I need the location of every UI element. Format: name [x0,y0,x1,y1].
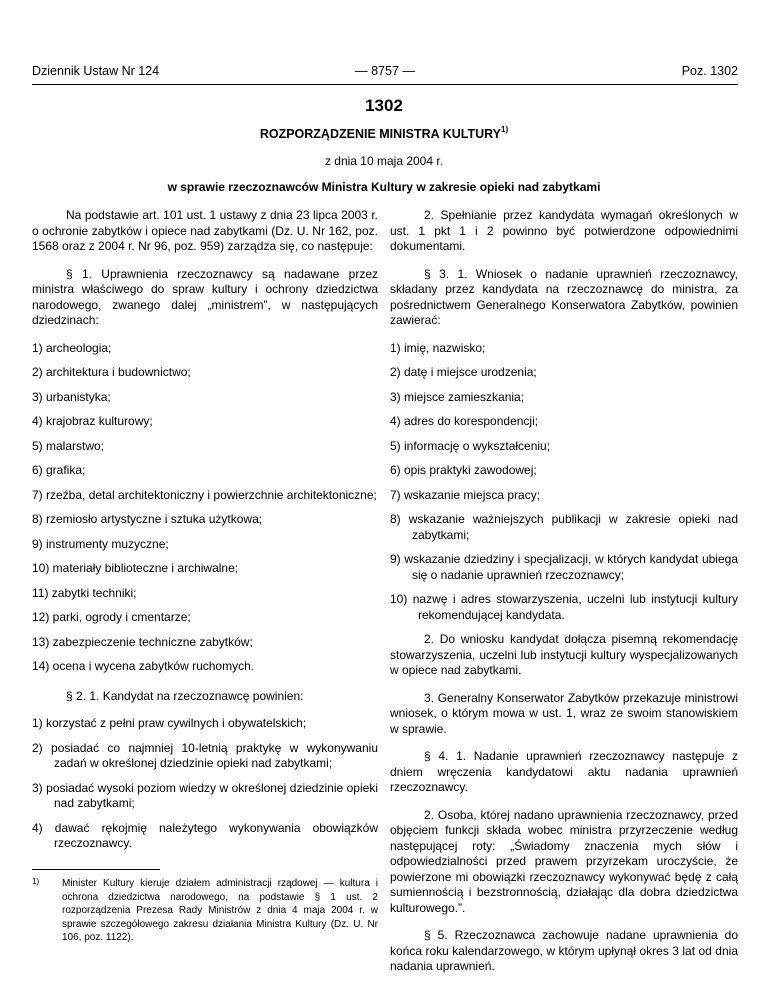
list-item: 1) korzystać z pełni praw cywilnych i obywatelskich; [32,716,307,730]
list-item: 7) wskazanie miejsca pracy; [390,487,541,502]
position-number: Poz. 1302 [681,64,738,78]
section-4: § 4. 1. Nadanie uprawnień rzeczoznawcy następuje z dniem wręczenia kandydatowi aktu nadania uprawnień rzeczoznawcy. [390,749,738,794]
list-item: 9) wskazanie dziedziny i specjalizacji, w których kandydat ubiega się o nadanie uprawnień rzeczoznawcy; [390,552,738,582]
list-item: 3) miejsce zamieszkania; [390,389,525,404]
list-item: 4) dawać rękojmię należytego wykonywania obowiązków rzeczoznawcy. [32,820,378,850]
list-item: 1) archeologia; [32,340,112,355]
list-item: 6) grafika; [32,463,86,477]
list-item: 9) instrumenty muzyczne; [32,536,169,551]
footnote-text: Minister Kultury kieruje działem administracji rządowej — kultura i ochrona dziedzictwa narodowego, na podstawie § 1 ust. 2 rozporządzenia Prezesa Rady Ministrów z dnia 4 maja 2004 r. w sprawie szczegółowego zakresu działania Ministra Kultury (Dz. U. Nr 106, poz. 1122). [62,878,378,943]
section-2-paragraph-2: 2. Spełnianie przez kandydata wymagań określonych w ust. 1 pkt 1 i 2 powinno być potwierdzone odpowiednimi dokumentami. [390,208,738,253]
list-item: 5) informację o wykształceniu; [390,438,551,453]
list-item: 4) krajobraz kulturowy; [32,414,153,428]
list-item: 10) materiały biblioteczne i archiwalne; [32,561,239,575]
list-item: 7) rzeźba, detal architektoniczny i powierzchnie architektoniczne; [32,487,377,502]
list-item: 13) zabezpieczenie techniczne zabytków; [32,634,253,649]
act-title-text: ROZPORZĄDZENIE MINISTRA KULTURY [259,127,502,141]
section-1: § 1. Uprawnienia rzeczoznawcy są nadawane przez ministra właściwego do spraw kultury i ochrony dziedzictwa narodowego, zwanego dalej „ministrem”, w następujących dziedzinach: [32,266,378,327]
header-divider [32,84,738,85]
section-1-list [32,341,378,675]
page-header [32,64,738,82]
list-item: 12) parki, ogrody i cmentarze; [32,610,191,624]
left-column [32,208,378,861]
page-number: — 8757 — [355,64,415,78]
section-5: § 5. Rzeczoznawca zachowuje nadane uprawnienia do końca roku kalendarzowego, w którym upłynął okres 3 lat od dnia nadania uprawnień. [390,928,738,973]
list-item: 8) rzemiosło artystyczne i sztuka użytkowa; [32,512,263,526]
list-item: 6) opis praktyki zawodowej; [390,463,537,477]
act-date: z dnia 10 maja 2004 r. [324,154,444,168]
footnote [32,877,378,945]
list-item: 1) imię, nazwisko; [390,340,486,355]
footnote-divider [32,869,160,870]
act-subject: w sprawie rzeczoznawców Ministra Kultury w zakresie opieki nad zabytkami [167,180,601,194]
section-4-paragraph-2: 2. Osoba, której nadano uprawnienia rzeczoznawcy, przed objęciem funkcji składa wobec ministra przyrzeczenie według następującej roty: „Świadomy znaczenia mych słów i odpowiedzialności przed prawem przyrzekam uroczyście, że powierzone mi obowiązki rzeczoznawcy wykonywać będę z całą sumiennością i bezstronnością, działając dla dobra dziedzictwa kulturowego.”. [390,807,738,915]
list-item: 8) wskazanie ważniejszych publikacji w zakresie opieki nad zabytkami; [390,512,738,542]
journal-name: Dziennik Ustaw Nr 124 [32,64,160,78]
footnote-marker: 1) [32,877,40,886]
footnote-reference: 1) [501,125,509,134]
list-item: 14) ocena i wycena zabytków ruchomych. [32,659,255,673]
list-item: 2) datę i miejsce urodzenia; [390,365,537,379]
list-item: 3) urbanistyka; [32,389,111,404]
section-2: § 2. 1. Kandydat na rzeczoznawcę powinien: [66,688,304,703]
list-item: 10) nazwę i adres stowarzyszenia, uczelni lub instytucji kultury rekomendującej kandydata. [390,592,738,622]
act-title [0,125,768,141]
list-item: 2) posiadać co najmniej 10-letnią praktykę w wykonywaniu zadań w określonej dziedzinie opieki nad zabytkami; [32,740,378,770]
list-item: 5) malarstwo; [32,438,105,453]
section-3-paragraph-3: 3. Generalny Konserwator Zabytków przekazuje ministrowi wniosek, o którym mowa w ust. 1, wraz ze swoim stanowiskiem w sprawie. [390,690,738,736]
right-column [390,208,738,987]
section-2-list [32,716,378,852]
section-3: § 3. 1. Wniosek o nadanie uprawnień rzeczoznawcy, składany przez kandydata na rzeczoznawcę do ministra, za pośrednictwem Generalnego Konserwatora Zabytków, powinien zawierać: [390,266,738,327]
section-3-list [390,341,738,624]
section-3-paragraph-2: 2. Do wniosku kandydat dołącza pisemną rekomendację stowarzyszenia, uczelni lub instytucji kultury wyspecjalizowanych w opiece nad zabytkami. [390,632,738,677]
list-item: 4) adres do korespondencji; [390,414,539,428]
list-item: 11) zabytki techniki; [32,585,137,600]
act-number: 1302 [365,96,403,115]
list-item: 2) architektura i budownictwo; [32,365,191,379]
list-item: 3) posiadać wysoki poziom wiedzy w określonej dziedzinie opieki nad zabytkami; [32,780,378,810]
preamble: Na podstawie art. 101 ust. 1 ustawy z dnia 23 lipca 2003 r. o ochronie zabytków i opiece nad zabytkami (Dz. U. Nr 162, poz. 1568 oraz z 2004 r. Nr 96, poz. 959) zarządza się, co następuje: [32,208,378,253]
